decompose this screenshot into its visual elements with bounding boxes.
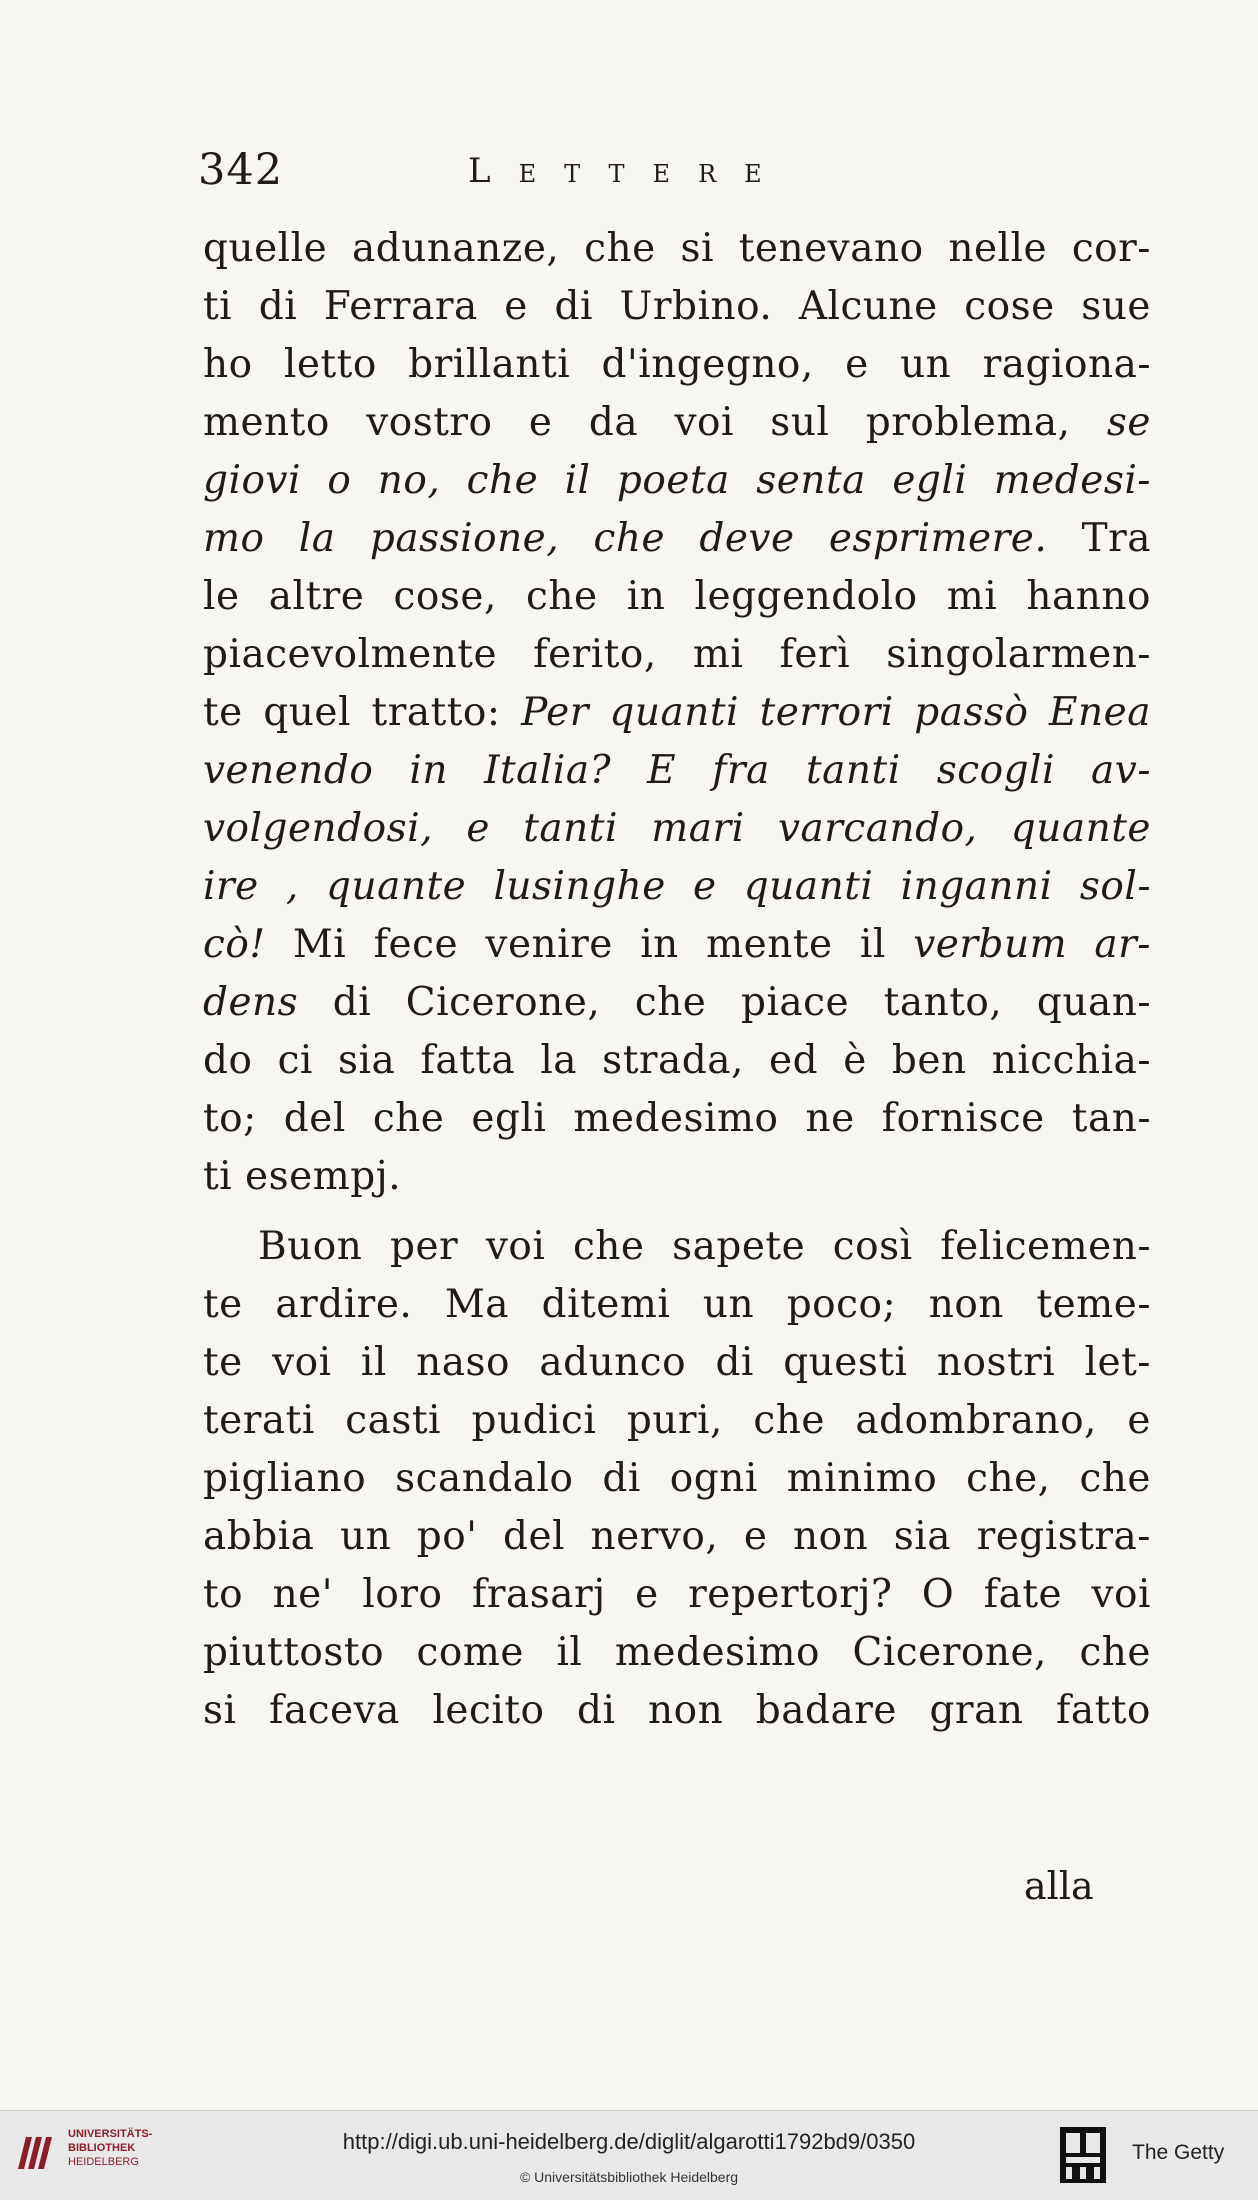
line-text: mento vostro e da voi sul problema, bbox=[203, 400, 1107, 445]
text-line bbox=[203, 394, 1151, 452]
line-text: ti di Ferrara e di Urbino. Alcune cose sue bbox=[203, 284, 1151, 329]
page-header bbox=[198, 145, 1158, 205]
logo-line: BIBLIOTHEK bbox=[68, 2142, 136, 2154]
logo-line: UNIVERSITÄTS- bbox=[68, 2128, 153, 2140]
line-text: si faceva lecito di non badare gran fatto bbox=[203, 1688, 1151, 1733]
copyright-notice: © Universitätsbibliothek Heidelberg bbox=[519, 2169, 739, 2185]
line-text: te ardire. Ma ditemi un poco; non teme- bbox=[203, 1282, 1151, 1327]
text-line bbox=[203, 800, 1151, 858]
text-line bbox=[203, 1032, 1151, 1090]
text-line bbox=[203, 220, 1151, 278]
line-text: abbia un po' del nervo, e non sia registra- bbox=[203, 1514, 1151, 1559]
text-line bbox=[203, 1682, 1151, 1740]
line-text: piuttosto come il medesimo Cicerone, che bbox=[203, 1630, 1151, 1675]
italic-text: cò! bbox=[203, 922, 266, 967]
text-line bbox=[203, 278, 1151, 336]
italic-text: ire , quante lusinghe e quanti inganni sol- bbox=[203, 864, 1151, 909]
line-text: quelle adunanze, che si tenevano nelle cor- bbox=[203, 226, 1151, 271]
line-text: Buon per voi che sapete così felicemen- bbox=[258, 1224, 1151, 1269]
text-line bbox=[203, 1508, 1151, 1566]
line-text: to ne' loro frasarj e repertorj? O fate voi bbox=[203, 1572, 1151, 1617]
text-line bbox=[203, 1090, 1151, 1148]
line-text: Mi fece venire in mente il bbox=[265, 922, 914, 967]
text-line bbox=[203, 1450, 1151, 1508]
permalink-url[interactable]: http://digi.ub.uni-heidelberg.de/diglit/algarotti1792bd9/0350 bbox=[342, 2129, 916, 2154]
line-text: do ci sia fatta la strada, ed è ben nicchia- bbox=[203, 1038, 1151, 1083]
line-text: pigliano scandalo di ogni minimo che, che bbox=[203, 1456, 1151, 1501]
italic-text: mo la passione, che deve esprimere. bbox=[203, 516, 1048, 561]
getty-label: The Getty bbox=[1132, 2141, 1225, 2164]
line-text: Tra bbox=[1047, 516, 1151, 561]
line-text: ti esempj. bbox=[203, 1154, 402, 1199]
running-title: Lettere bbox=[468, 151, 790, 191]
italic-text: giovi o no, che il poeta senta egli medesi- bbox=[203, 458, 1151, 503]
logo-line: HEIDELBERG bbox=[68, 2156, 139, 2168]
italic-text: venendo in Italia? E fra tanti scogli av- bbox=[203, 748, 1151, 793]
line-text: terati casti pudici puri, che adombrano, e bbox=[203, 1398, 1151, 1443]
line-text: piacevolmente ferito, mi ferì singolarmen- bbox=[203, 632, 1151, 677]
line-text: ho letto brillanti d'ingegno, e un ragiona- bbox=[203, 342, 1151, 387]
text-line bbox=[203, 974, 1151, 1032]
text-line bbox=[203, 1334, 1151, 1392]
page-number: 342 bbox=[198, 145, 284, 195]
text-line bbox=[203, 1218, 1151, 1276]
text-line bbox=[203, 1276, 1151, 1334]
text-line bbox=[203, 1566, 1151, 1624]
text-line bbox=[203, 568, 1151, 626]
text-line bbox=[203, 510, 1151, 568]
italic-text: se bbox=[1106, 400, 1151, 445]
text-line bbox=[203, 1392, 1151, 1450]
text-line bbox=[203, 336, 1151, 394]
text-line bbox=[203, 742, 1151, 800]
viewer-footer bbox=[0, 2110, 1258, 2200]
text-line bbox=[203, 858, 1151, 916]
text-line bbox=[203, 1148, 1151, 1206]
catchword: alla bbox=[1024, 1864, 1094, 1908]
getty-logo-icon[interactable] bbox=[1058, 2125, 1108, 2185]
line-text: to; del che egli medesimo ne fornisce tan- bbox=[203, 1096, 1151, 1141]
line-text: le altre cose, che in leggendolo mi hanno bbox=[203, 574, 1151, 619]
text-line bbox=[203, 1624, 1151, 1682]
line-text: te quel tratto: bbox=[203, 690, 522, 735]
italic-text: dens bbox=[203, 980, 299, 1025]
text-line bbox=[203, 626, 1151, 684]
italic-text: Per quanti terrori passò Enea bbox=[521, 690, 1151, 735]
text-line bbox=[203, 684, 1151, 742]
text-line bbox=[203, 452, 1151, 510]
italic-text: verbum ar- bbox=[913, 922, 1151, 967]
line-text: te voi il naso adunco di questi nostri let- bbox=[203, 1340, 1151, 1385]
body-text bbox=[203, 220, 1151, 1740]
text-line bbox=[203, 916, 1151, 974]
italic-text: volgendosi, e tanti mari varcando, quante bbox=[203, 806, 1151, 851]
line-text: di Cicerone, che piace tanto, quan- bbox=[298, 980, 1151, 1025]
